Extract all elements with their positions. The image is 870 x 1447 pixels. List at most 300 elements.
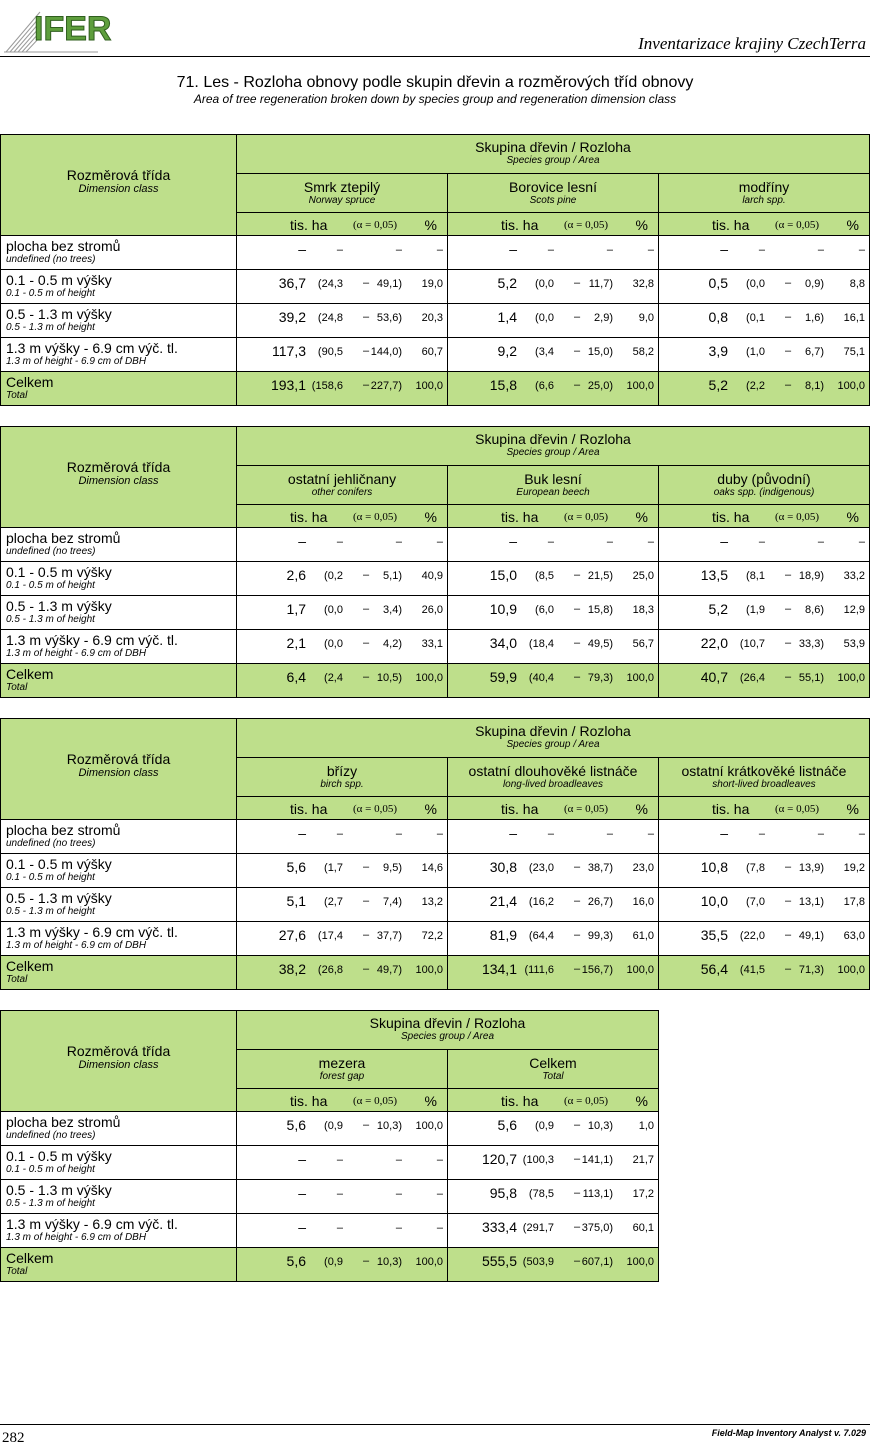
area-value: 21,4 [489,893,517,909]
ci-lower: – [336,1154,343,1166]
percent-value: 26,0 [421,604,443,616]
area-value: 13,5 [700,567,728,583]
species-name: ostatní krátkověké listnáče [681,763,847,779]
percent-value: 100,0 [837,964,865,976]
percent-value: – [436,828,443,840]
area-value: 5,2 [497,275,517,291]
area-value: 3,9 [708,343,728,359]
area-value: 15,0 [489,567,517,583]
row-label [1,1180,237,1214]
value-cell [237,1214,448,1248]
ci-separator: – [363,345,370,357]
area-value: 134,1 [481,961,517,977]
ci-upper: 33,3) [798,638,824,650]
ci-lower: (291,7 [522,1222,554,1234]
table-row [1,596,870,630]
area-value: 5,1 [286,893,306,909]
value-cell [237,888,448,922]
area-value: 9,2 [497,343,517,359]
row-label-en: 1.3 m of height - 6.9 cm of DBH [6,648,147,659]
value-cell [448,1146,659,1180]
percent-value: 53,9 [843,638,865,650]
percent-value: 16,0 [632,896,654,908]
ci-separator: – [574,1153,581,1165]
area-value: 40,7 [700,669,728,685]
table-row [1,372,870,406]
unit-confidence: (α = 0,05) [564,803,609,815]
ci-lower: (0,9 [324,1256,343,1268]
ci-upper: 8,1) [805,380,824,392]
ci-separator: – [363,1119,370,1131]
value-cell [659,338,870,372]
unit-percent: % [635,509,648,525]
percent-value: 19,2 [843,862,865,874]
percent-value: 100,0 [626,380,654,392]
species-name: Borovice lesní [509,179,597,195]
table-row [1,820,870,854]
area-value: – [509,825,517,841]
species-name-en: short-lived broadleaves [712,779,816,790]
row-label [1,270,237,304]
value-cell [448,820,659,854]
percent-value: – [436,1154,443,1166]
species-group-label: Skupina dřevin / Rozloha [369,1015,526,1031]
ci-lower: – [547,244,554,256]
row-label [1,304,237,338]
row-label-cz: 0.1 - 0.5 m výšky [6,856,112,872]
value-cell [659,596,870,630]
percent-value: 100,0 [415,1256,443,1268]
ci-upper: 8,6) [805,604,824,616]
ci-lower: – [758,244,765,256]
unit-thousand-ha: tis. ha [290,509,328,525]
ci-upper: 99,3) [587,930,613,942]
row-label-cz: Celkem [6,958,54,974]
value-cell [237,820,448,854]
species-group-label: Skupina dřevin / Rozloha [475,139,631,155]
row-label-en: 0.1 - 0.5 m of height [6,1164,95,1175]
ci-lower: (0,2 [324,570,343,582]
percent-value: 60,7 [421,346,443,358]
ci-upper: – [395,1188,402,1200]
value-cell [237,854,448,888]
species-header [237,174,448,213]
row-label-en: undefined (no trees) [6,254,96,265]
ci-separator: – [363,895,370,907]
percent-value: 100,0 [415,380,443,392]
document-title: Inventarizace krajiny CzechTerra [638,34,866,53]
ci-lower: (7,0 [746,896,765,908]
ci-upper: 15,0) [587,346,613,358]
value-cell [237,956,448,990]
unit-percent: % [635,801,648,817]
ci-upper: – [606,536,613,548]
ci-separator: – [574,1187,581,1199]
ci-upper: – [395,244,402,256]
species-header [237,758,448,797]
table-row [1,304,870,338]
row-label [1,956,237,990]
row-label [1,1214,237,1248]
ci-lower: (1,9 [746,604,765,616]
ci-separator: – [574,1255,581,1267]
species-group-header [237,1011,659,1050]
unit-confidence: (α = 0,05) [564,511,609,523]
ci-upper: 49,1) [798,930,824,942]
percent-value: 17,2 [632,1188,654,1200]
ci-lower: (158,6 [311,380,343,392]
ci-lower: (0,0 [535,312,554,324]
species-name: mezera [318,1055,366,1071]
ci-upper: 26,7) [587,896,613,908]
dimension-class-label: Rozměrová třída [66,751,171,767]
unit-header [659,213,870,236]
percent-value: 14,6 [421,862,443,874]
unit-thousand-ha: tis. ha [712,217,750,233]
ci-separator: – [574,311,581,323]
value-cell [659,888,870,922]
ci-lower: (0,9 [324,1120,343,1132]
species-header [448,758,659,797]
row-label-cz: Celkem [6,666,54,682]
area-value: 27,6 [278,927,306,943]
ci-lower: – [547,828,554,840]
area-value: 5,6 [497,1117,517,1133]
ci-separator: – [785,277,792,289]
header-divider [0,56,870,57]
value-cell [237,562,448,596]
value-cell [659,372,870,406]
species-header [448,1050,659,1089]
ci-upper: 10,5) [376,672,402,684]
ci-lower: (6,0 [535,604,554,616]
row-label [1,922,237,956]
row-label-en: Total [6,390,28,401]
area-value: 333,4 [481,1219,517,1235]
data-table-4 [0,1010,659,1282]
value-cell [237,922,448,956]
area-value: 0,8 [708,309,728,325]
unit-thousand-ha: tis. ha [712,509,750,525]
ci-upper: 49,5) [587,638,613,650]
table-row [1,1248,659,1282]
ci-upper: 38,7) [587,862,613,874]
area-value: 81,9 [489,927,517,943]
unit-thousand-ha: tis. ha [501,509,539,525]
value-cell [448,528,659,562]
dimension-class-header [1,719,237,820]
species-group-label-en: Species group / Area [400,1031,495,1042]
row-label-en: undefined (no trees) [6,1130,96,1141]
ci-upper: 2,9) [594,312,613,324]
ci-lower: (2,7 [324,896,343,908]
ci-separator: – [363,929,370,941]
row-label-cz: 1.3 m výšky - 6.9 cm výč. tl. [6,924,178,940]
dimension-class-label-en: Dimension class [78,1059,159,1071]
species-header [659,466,870,505]
table-row [1,922,870,956]
row-label-cz: 0.5 - 1.3 m výšky [6,598,112,614]
percent-value: 40,9 [421,570,443,582]
species-name-en: forest gap [319,1071,365,1082]
percent-value: 60,1 [632,1222,654,1234]
value-cell [448,372,659,406]
row-label [1,236,237,270]
unit-percent: % [846,801,859,817]
ci-lower: (24,8 [317,312,343,324]
value-cell [237,1248,448,1282]
unit-thousand-ha: tis. ha [712,801,750,817]
ci-separator: – [574,895,581,907]
species-header [448,174,659,213]
area-value: 30,8 [489,859,517,875]
row-label-en: 0.1 - 0.5 m of height [6,288,95,299]
ci-upper: 79,3) [587,672,613,684]
value-cell [237,270,448,304]
ci-separator: – [574,929,581,941]
ci-lower: (23,0 [528,862,554,874]
unit-header [237,1089,448,1112]
row-label [1,820,237,854]
area-value: – [298,1219,306,1235]
table-row [1,956,870,990]
ci-separator: – [574,603,581,615]
value-cell [659,270,870,304]
species-name: duby (původní) [717,471,811,487]
ci-separator: – [574,671,581,683]
area-value: 5,2 [708,601,728,617]
percent-value: 33,2 [843,570,865,582]
percent-value: – [858,536,865,548]
ci-upper: 0,9) [805,278,824,290]
ci-upper: 13,9) [798,862,824,874]
area-value: – [720,241,728,257]
table-row [1,664,870,698]
dimension-class-header [1,427,237,528]
row-label-cz: 0.5 - 1.3 m výšky [6,1182,112,1198]
ci-lower: (40,4 [528,672,554,684]
percent-value: 100,0 [837,672,865,684]
ci-lower: (111,6 [524,964,554,976]
area-value: – [720,825,728,841]
ci-upper: 3,4) [383,604,402,616]
ci-upper: 15,8) [587,604,613,616]
row-label [1,372,237,406]
ci-upper: 113,1) [582,1188,613,1200]
value-cell [448,888,659,922]
value-cell [448,922,659,956]
unit-percent: % [424,1093,437,1109]
ci-lower: (16,2 [528,896,554,908]
row-label-en: 1.3 m of height - 6.9 cm of DBH [6,1232,147,1243]
ci-lower: (100,3 [522,1154,554,1166]
ci-separator: – [363,277,370,289]
row-label [1,338,237,372]
dimension-class-label-en: Dimension class [78,767,159,779]
ci-upper: 10,3) [376,1120,402,1132]
species-group-label-en: Species group / Area [506,155,600,166]
table-row [1,338,870,372]
ci-lower: (1,0 [746,346,765,358]
ci-lower: (0,0 [324,604,343,616]
unit-confidence: (α = 0,05) [353,511,398,523]
ci-upper: 5,1) [383,570,402,582]
ci-upper: 141,1) [581,1154,613,1166]
ci-separator: – [363,311,370,323]
percent-value: 23,0 [632,862,654,874]
ci-lower: (18,4 [528,638,554,650]
percent-value: – [436,244,443,256]
species-name-en: oaks spp. (indigenous) [713,487,815,498]
dimension-class-label: Rozměrová třída [66,167,171,183]
species-name-en: Total [542,1071,564,1082]
percent-value: – [436,536,443,548]
unit-header [237,797,448,820]
species-header [237,466,448,505]
species-group-label: Skupina dřevin / Rozloha [475,431,631,447]
ci-upper: 55,1) [798,672,824,684]
ci-lower: (26,8 [317,964,343,976]
row-label-en: 0.1 - 0.5 m of height [6,872,95,883]
row-label [1,630,237,664]
area-value: – [298,241,306,257]
ci-separator: – [574,1119,581,1131]
unit-header [659,797,870,820]
row-label-en: Total [6,974,28,985]
ci-lower: – [336,1222,343,1234]
ci-lower: (0,0 [535,278,554,290]
footer-note: Field-Map Inventory Analyst v. 7.029 [711,1428,866,1438]
area-value: 0,5 [708,275,728,291]
species-header [659,174,870,213]
data-table-2 [0,426,870,698]
ci-lower: (1,7 [324,862,343,874]
row-label-en: 0.5 - 1.3 m of height [6,1198,95,1209]
area-value: 117,3 [272,343,306,359]
unit-header [237,505,448,528]
row-label-en: 1.3 m of height - 6.9 cm of DBH [6,940,147,951]
ci-lower: – [336,536,343,548]
value-cell [659,528,870,562]
row-label [1,528,237,562]
area-value: 6,4 [286,669,306,685]
value-cell [659,304,870,338]
ci-separator: – [785,861,792,873]
ci-separator: – [785,637,792,649]
percent-value: 20,3 [421,312,443,324]
unit-confidence: (α = 0,05) [775,511,820,523]
ci-upper: 144,0) [370,346,402,358]
row-label-en: Total [6,682,28,693]
ci-lower: (22,0 [739,930,765,942]
ci-upper: 156,7) [581,964,613,976]
row-label-en: undefined (no trees) [6,546,96,557]
ci-lower: (503,9 [522,1256,554,1268]
percent-value: 63,0 [843,930,865,942]
page-heading [0,74,870,106]
value-cell [659,236,870,270]
row-label-cz: Celkem [6,374,54,390]
unit-percent: % [635,217,648,233]
percent-value: 75,1 [843,346,865,358]
table-row [1,1180,659,1214]
value-cell [448,854,659,888]
dimension-class-label: Rozměrová třída [66,1043,171,1059]
value-cell [237,596,448,630]
area-value: 2,1 [286,635,306,651]
species-name-en: long-lived broadleaves [502,779,604,790]
unit-confidence: (α = 0,05) [353,1095,398,1107]
value-cell [448,596,659,630]
ci-upper: – [606,828,613,840]
row-label [1,664,237,698]
unit-header [237,213,448,236]
percent-value: 72,2 [421,930,443,942]
ci-lower: (41,5 [739,964,765,976]
table-row [1,528,870,562]
ci-upper: 1,6) [805,312,824,324]
value-cell [237,664,448,698]
percent-value: 21,7 [632,1154,654,1166]
ci-separator: – [363,861,370,873]
ci-separator: – [785,603,792,615]
ci-lower: (7,8 [746,862,765,874]
value-cell [659,854,870,888]
area-value: 120,7 [481,1151,517,1167]
value-cell [659,630,870,664]
value-cell [237,1180,448,1214]
species-group-header [237,135,870,174]
area-value: 1,7 [286,601,306,617]
dimension-class-header [1,1011,237,1112]
area-value: 10,8 [700,859,728,875]
area-value: 2,6 [286,567,306,583]
row-label-en: undefined (no trees) [6,838,96,849]
ci-separator: – [574,637,581,649]
row-label-cz: 0.1 - 0.5 m výšky [6,272,112,288]
unit-thousand-ha: tis. ha [290,1093,328,1109]
ci-lower: (3,4 [535,346,554,358]
percent-value: 9,0 [638,312,654,324]
row-label-en: 1.3 m of height - 6.9 cm of DBH [6,356,147,367]
area-value: 5,6 [286,1117,306,1133]
percent-value: 12,9 [843,604,865,616]
ci-lower: (78,5 [528,1188,554,1200]
table-title-en: Area of tree regeneration broken down by species group and regeneration dimension class [193,92,677,106]
row-label-cz: 0.1 - 0.5 m výšky [6,564,112,580]
ci-upper: 71,3) [798,964,824,976]
ci-upper: – [395,536,402,548]
ci-upper: 227,7) [370,380,402,392]
table-row [1,236,870,270]
value-cell [237,1112,448,1146]
value-cell [659,664,870,698]
species-group-label-en: Species group / Area [506,447,600,458]
unit-header [448,1089,659,1112]
value-cell [659,956,870,990]
area-value: – [298,1151,306,1167]
dimension-class-header [1,135,237,236]
row-label-cz: 0.5 - 1.3 m výšky [6,306,112,322]
ci-separator: – [363,603,370,615]
species-name: Smrk ztepilý [303,179,381,195]
percent-value: – [436,1222,443,1234]
ci-upper: 10,3) [376,1256,402,1268]
species-name-en: Scots pine [529,195,577,206]
value-cell [237,528,448,562]
ci-lower: – [758,536,765,548]
ci-upper: 9,5) [383,862,402,874]
